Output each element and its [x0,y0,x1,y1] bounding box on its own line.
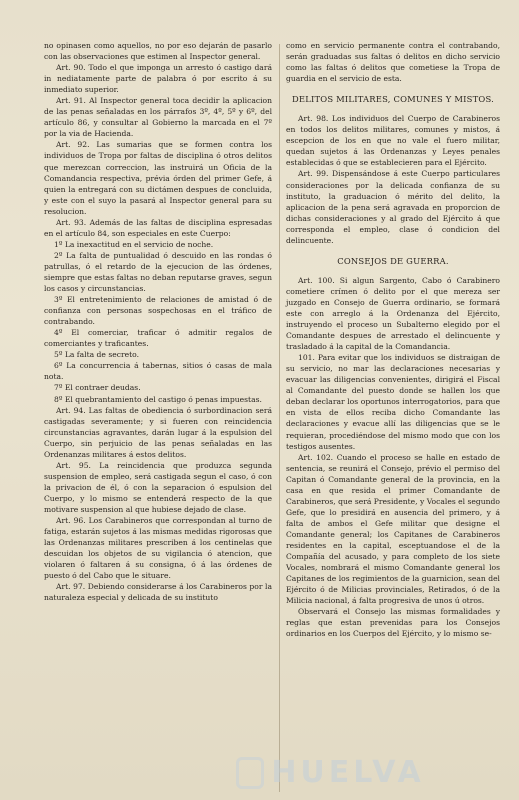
article-94: Art. 94. Las faltas de obediencia ó surbordinacion será castigadas severamente; y si fueren con reincidencia circunstancias agravantes, darán lugar á la espulsion del Cuerpo, sin perjuicio de las penas señaladas en las Ordenanzas militares á estos delitos. [44,405,272,459]
article-93-item-5: 5º La falta de secreto. [54,350,139,360]
article-93-item-8: 8º El quebrantamiento del castigo ó penas impuestas. [54,394,262,404]
article-91: Art. 91. Al Inspector general toca decidir la aplicacion de las penas señaladas en los párrafos 3º, 4º, 5º y 6º, del artículo 86, y consultar al Gobierno la marcada en el 7º por la via de Hacienda. [44,96,272,139]
article-95: Art. 95. La reincidencia que produzca segunda suspension de empleo, será castigada segun el caso, ó con la privacion de él, ó con la separacion ó espulsion del Cuerpo, y lo mismo se entenderá respecto de la que motivare suspension al que hubiese dejado de clase. [44,460,272,514]
article-93-item-3: 3º El entretenimiento de relaciones de amistad ó de confianza con personas sospechosas en el tráfico de contrabando. [44,295,272,327]
article-98: Art. 98. Los individuos del Cuerpo de Carabineros en todos los delitos militares, comunes y mistos, á escepcion de los en que no vale el fuero militar, quedan sujetos á las Ordenanzas y Leyes penales establecidas ó que se establecieren para el Ejército. [286,114,500,168]
article-93-item-2: 2º La falta de puntualidad ó descuido en las rondas ó patrullas, ó el retardo de la ejecucion de las órdenes, siempre que estas faltas no deban reputarse graves, segun los casos y circunstancias. [44,250,272,294]
article-93-item-4: 4º El comerciar, traficar ó admitir regalos de comerciantes y traficantes. [44,328,272,349]
article-92: Art. 92. Las sumarias que se formen contra los individuos de Tropa por faltas de disciplina ó otros delitos que merezcan correccion, las instruirá un Oficia de la Comandancia respectiva, prévia órden del primer Gefe, á quien la entregará con su dictámen despues de concluida, y este con el suyo la pasará al Inspector general para su resolucion. [44,140,272,216]
article-97: Art. 97. Debiendo considerarse á los Carabineros por la naturaleza especial y delicada de su instituto [44,582,272,603]
article-93: Art. 93. Además de las faltas de disciplina espresadas en el artículo 84, son especiales en este Cuerpo: [44,217,272,238]
left-column [44,40,272,603]
column-divider [279,44,280,792]
article-93-item-1: 1º La inexactitud en el servicio de noche. [54,239,214,249]
section-heading-delitos: DELITOS MILITARES, COMUNES Y MISTOS. [292,94,494,105]
section-heading-consejos: CONSEJOS DE GUERRA. [337,255,449,266]
right-column [286,40,500,639]
article-102: Art. 102. Cuando el proceso se halle en estado de sentencia, se reunirá el Consejo, prévio el permiso del Capitan ó Comandante general de la provincia, en la casa en que resida el primer Comandante de Carabineros, que será Presidente, y Vocales el segundo Gefe, que lo presidirá en ausencia del primero, y á falta de ambos el Gefe militar que designe el Comandante general; los Capitanes de Carabineros residentes en la capital, esceptuandose el de la Compañía del acusado, y para completo de los siete Vocales, nombrará el mismo Comandante general los Capitanes de los regimientos de la guarnicion, sean del Ejército ó de Milicias provinciales, Retirados, ó de la Milicia nacional, á falta progresiva de unos ú otros. [286,452,500,606]
article-97-continuation: como en servicio permanente contra el contrabando, serán graduadas sus faltas ó delitos en dicho servicio como las faltas ó delitos que cometiese la Tropa de guardia en el servicio de esta. [286,41,500,84]
closing-paragraph: Observará el Consejo las mismas formalidades y reglas que estan prevenidas para los Consejos ordinarios en los Cuerpos del Ejército, y lo mismo se- [286,607,500,639]
article-96: Art. 96. Los Carabineros que correspondan al turno de fatiga, estarán sujetos á las mismas medidas rigorosas que las Ordenanzas militares prescriben á los centinelas que descuidan los objetos de su vigilancia ó atencion, que violaren ó faltaren á su consigna, ó á las órdenes de puesto ó del Cabo que le situare. [44,516,272,581]
article-93-item-7: 7º El contraer deudas. [54,383,141,393]
article-100: Art. 100. Si algun Sargento, Cabo ó Carabinero cometiere crímen ó delito por el que mereza ser juzgado en Consejo de Guerra ordinario, se formará este con arreglo á la Ordenanza del Ejército, instruyendo el proceso un Subalterno elegido por el Comandante despues de arrestado el delincuente y trasladado á la capital de la Comandancia. [286,275,500,352]
paragraph-continuation: no opinasen como aquellos, no por eso dejarán de pasarlo con las observaciones que estimen al Inspector general. [44,41,272,62]
article-99: Art. 99. Dispensándose á este Cuerpo particulares consideraciones por la delicada confianza de su instituto, la graduacion ó mérito del delito, la aplicacion de la pena será agravada en proporcion de dichas consideraciones y al grado del Ejército á que corresponda el empleo, clase ó condicion del delincuente. [286,169,500,245]
watermark-text: HUELVA [271,755,425,790]
article-101: 101. Para evitar que los individuos se distraigan de su servicio, no mar las declaraciones necesarias y evacuar las diligencias convenientes, dirigirá el Fiscal al Comandante del puesto donde se hallen los que deban declarar los oportunos interrogatorios, para que en vista de ellos reciba dicho Comandante las declaraciones y evacue allí las diligencias que se le requieran, procediéndose del mismo modo que con los testigos ausentes. [286,353,500,451]
article-93-item-6: 6º La concurrencia á tabernas, sitios ó casas de mala nota. [44,361,272,382]
article-90: Art. 90. Todo el que imponga un arresto ó castigo dará in nediatamente parte de palabra ó por escrito á su inmediato superior. [44,63,272,95]
